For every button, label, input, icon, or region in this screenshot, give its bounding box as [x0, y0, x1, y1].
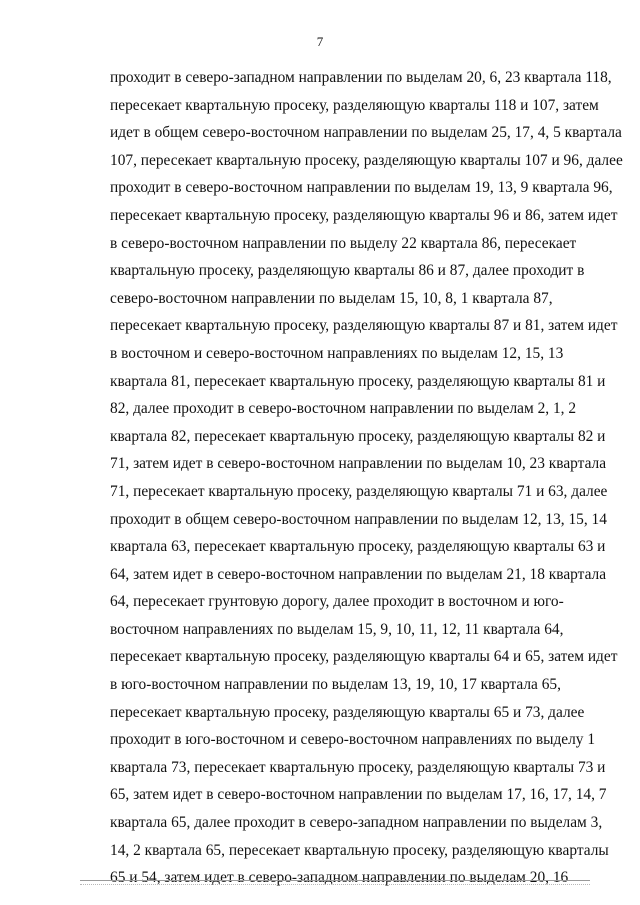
- text-line: пересекает квартальную просеку, разделяющую кварталы 87 и 81, затем идет: [110, 317, 618, 335]
- text-line: квартала 63, пересекает квартальную просеку, разделяющую кварталы 63 и: [110, 538, 606, 556]
- text-line: в северо-восточном направлении по выделу 22 квартала 86, пересекает: [110, 234, 577, 252]
- text-line: квартала 73, пересекает квартальную просеку, разделяющую кварталы 73 и: [110, 758, 606, 776]
- text-line: 65, затем идет в северо-восточном направлении по выделам 17, 16, 17, 14, 7: [110, 786, 607, 804]
- text-line: 107, пересекает квартальную просеку, разделяющую кварталы 107 и 96, далее: [110, 151, 623, 169]
- text-line: 14, 2 квартала 65, пересекает квартальную просеку, разделяющую кварталы: [110, 841, 609, 859]
- text-line: проходит в общем северо-восточном направлении по выделам 12, 13, 15, 14: [110, 510, 607, 528]
- footer-divider: [80, 880, 590, 881]
- text-line: 71, пересекает квартальную просеку, разделяющую кварталы 71 и 63, далее: [110, 482, 608, 500]
- text-line: квартала 82, пересекает квартальную просеку, разделяющую кварталы 82 и: [110, 427, 606, 445]
- text-line: проходит в северо-восточном направлении по выделам 19, 13, 9 квартала 96,: [110, 179, 613, 197]
- text-line: 65 и 54, затем идет в северо-западном направлении по выделам 20, 16: [110, 869, 569, 887]
- text-line: квартала 65, далее проходит в северо-западном направлении по выделам 3,: [110, 814, 603, 832]
- text-line: пересекает квартальную просеку, разделяющую кварталы 118 и 107, затем: [110, 96, 599, 114]
- text-line: в восточном и северо-восточном направлениях по выделам 12, 15, 13: [110, 344, 564, 362]
- text-line: пересекает квартальную просеку, разделяющую кварталы 64 и 65, затем идет: [110, 648, 618, 666]
- text-line: квартала 81, пересекает квартальную просеку, разделяющую кварталы 81 и: [110, 372, 606, 390]
- text-line: восточном направлениях по выделам 15, 9, 10, 11, 12, 11 квартала 64,: [110, 620, 564, 638]
- text-line: 82, далее проходит в северо-восточном направлении по выделам 2, 1, 2: [110, 400, 577, 418]
- page-number: 7: [316, 34, 324, 49]
- text-line: северо-восточном направлении по выделам 15, 10, 8, 1 квартала 87,: [110, 289, 553, 307]
- text-line: в юго-восточном направлении по выделам 13, 19, 10, 17 квартала 65,: [110, 676, 561, 694]
- text-line: пересекает квартальную просеку, разделяющую кварталы 65 и 73, далее: [110, 703, 585, 721]
- text-line: проходит в юго-восточном и северо-восточном направлениях по выделу 1: [110, 731, 596, 749]
- body-text: [110, 64, 623, 892]
- text-line: пересекает квартальную просеку, разделяющую кварталы 96 и 86, затем идет: [110, 206, 618, 224]
- text-line: идет в общем северо-восточном направлении по выделам 25, 17, 4, 5 квартала: [110, 124, 622, 142]
- text-line: проходит в северо-западном направлении по выделам 20, 6, 23 квартала 118,: [110, 69, 612, 86]
- text-line: 64, затем идет в северо-восточном направлении по выделам 21, 18 квартала: [110, 565, 607, 583]
- text-line: 64, пересекает грунтовую дорогу, далее проходит в восточном и юго-: [110, 593, 564, 611]
- text-line: квартальную просеку, разделяющую кварталы 86 и 87, далее проходит в: [110, 262, 585, 280]
- footer-divider-dotted: [80, 884, 590, 885]
- text-line: 71, затем идет в северо-восточном направлении по выделам 10, 23 квартала: [110, 455, 607, 473]
